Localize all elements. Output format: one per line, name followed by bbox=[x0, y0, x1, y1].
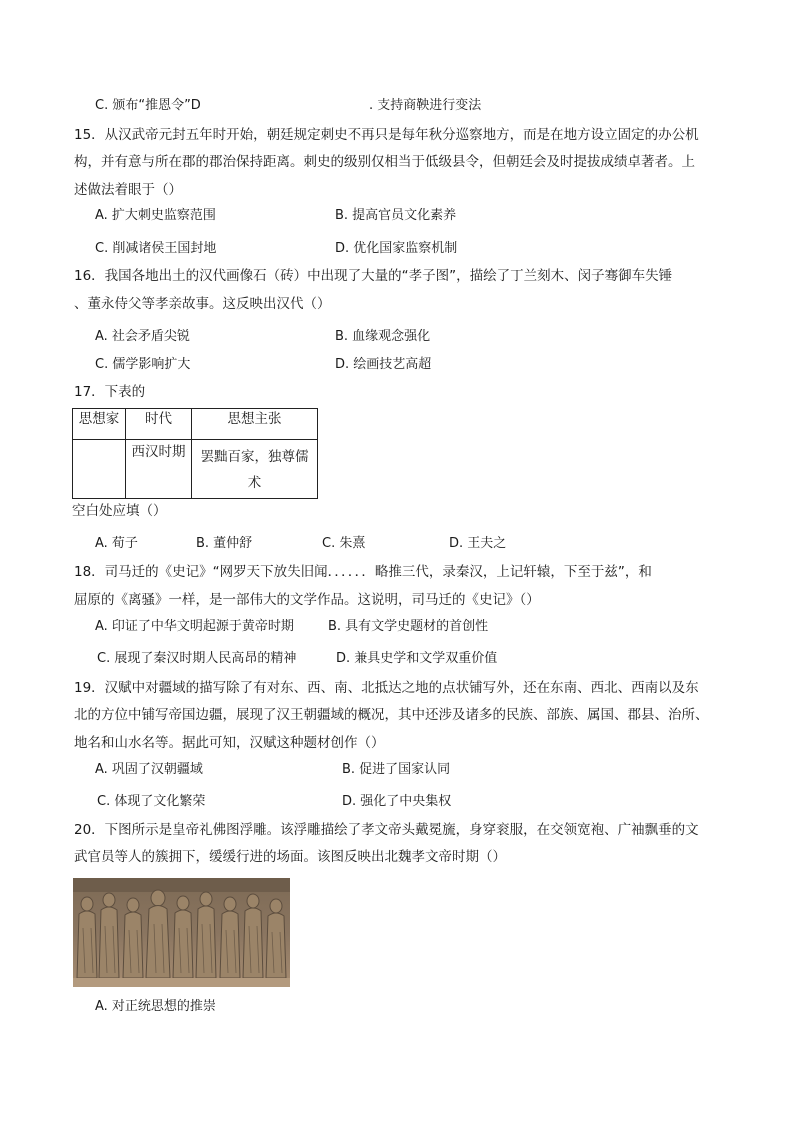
q17-table-row bbox=[73, 440, 318, 499]
q19-text-line3: 地名和山水名等。据此可知，汉赋这种题材创作（） bbox=[74, 735, 385, 751]
q17-header-thinker: 思想家 bbox=[73, 409, 126, 440]
q17-option-c[interactable]: C. 朱熹 bbox=[322, 536, 366, 551]
relief-carving-image bbox=[73, 878, 290, 987]
q19-option-a[interactable]: A. 巩固了汉朝疆域 bbox=[95, 762, 203, 777]
q17-option-d[interactable]: D. 王夫之 bbox=[449, 536, 507, 551]
q17-table bbox=[72, 408, 318, 499]
q19-text-line2: 北的方位中铺写帝国边疆，展现了汉王朝疆域的概况，其中还涉及诸多的民族、部族、属国、郡县、治所、 bbox=[74, 707, 709, 723]
q20-text-line1: 20．下图所示是皇帝礼佛图浮雕。该浮雕描绘了孝文帝头戴冕旒，身穿衮服，在交领宽袍、广袖飘垂的文 bbox=[74, 822, 699, 838]
q17-text-after: 空白处应填（） bbox=[72, 503, 167, 519]
q15-text-line2: 构，并有意与所在郡的郡治保持距离。刺史的级别仅相当于低级县令，但朝廷会及时提拔成绩卓著者。上 bbox=[74, 154, 695, 170]
q15-text-line3: 述做法着眼于（） bbox=[74, 182, 182, 198]
q17-cell-thinker bbox=[73, 440, 126, 499]
q15-text-line1: 15．从汉武帝元封五年时开始，朝廷规定刺史不再只是每年秋分巡察地方，而是在地方设立固定的办公机 bbox=[74, 127, 699, 143]
relief-carving-drawing bbox=[73, 878, 290, 987]
q16-text-line2: 、董永侍父等孝亲故事。这反映出汉代（） bbox=[74, 296, 331, 312]
q15-option-d[interactable]: D. 优化国家监察机制 bbox=[335, 241, 458, 256]
q15-option-b[interactable]: B. 提高官员文化素养 bbox=[335, 208, 457, 223]
q15-option-c[interactable]: C. 削减诸侯王国封地 bbox=[95, 241, 217, 256]
q18-option-d[interactable]: D. 兼具史学和文学双重价值 bbox=[336, 651, 498, 666]
q18-option-b[interactable]: B. 具有文学史题材的首创性 bbox=[328, 619, 489, 634]
q18-option-c[interactable]: C. 展现了秦汉时期人民高昂的精神 bbox=[97, 651, 297, 666]
q14-option-c[interactable]: C. 颁布“推恩令”D bbox=[95, 98, 201, 113]
q16-option-a[interactable]: A. 社会矛盾尖锐 bbox=[95, 329, 190, 344]
q17-text-intro: 17．下表的 bbox=[74, 384, 146, 400]
q14-option-d[interactable]: . 支持商鞅进行变法 bbox=[369, 98, 482, 113]
q17-table-header-row bbox=[73, 409, 318, 440]
q15-option-a[interactable]: A. 扩大刺史监察范围 bbox=[95, 208, 216, 223]
q18-text-line2: 屈原的《离骚》一样，是一部伟大的文学作品。这说明，司马迁的《史记》（） bbox=[74, 592, 540, 608]
q16-option-c[interactable]: C. 儒学影响扩大 bbox=[95, 357, 191, 372]
q20-text-line2: 武官员等人的簇拥下，缓缓行进的场面。该图反映出北魏孝文帝时期（） bbox=[74, 849, 506, 865]
q17-header-era: 时代 bbox=[126, 409, 192, 440]
q16-option-d[interactable]: D. 绘画技艺高超 bbox=[335, 357, 432, 372]
q16-option-b[interactable]: B. 血缘观念强化 bbox=[335, 329, 431, 344]
q18-text-line1: 18．司马迁的《史记》“网罗天下放失旧闻．．．．．．略推三代，录秦汉，上记轩辕，下至于兹”，和 bbox=[74, 564, 652, 580]
q20-option-a[interactable]: A. 对正统思想的推崇 bbox=[95, 999, 216, 1014]
q18-option-a[interactable]: A. 印证了中华文明起源于黄帝时期 bbox=[95, 619, 294, 634]
q19-text-line1: 19．汉赋中对疆域的描写除了有对东、西、南、北抵达之地的点状铺写外，还在东南、西北、西南以及东 bbox=[74, 680, 699, 696]
q17-cell-era: 西汉时期 bbox=[126, 440, 192, 499]
q17-option-b[interactable]: B. 董仲舒 bbox=[196, 536, 253, 551]
q17-header-idea: 思想主张 bbox=[192, 409, 318, 440]
q17-cell-idea: 罢黜百家，独尊儒术 bbox=[192, 440, 318, 499]
q16-text-line1: 16．我国各地出土的汉代画像石（砖）中出现了大量的“孝子图”，描绘了丁兰刻木、闵子骞御车失锤 bbox=[74, 268, 673, 284]
q17-option-a[interactable]: A. 荀子 bbox=[95, 536, 138, 551]
q19-option-c[interactable]: C. 体现了文化繁荣 bbox=[97, 794, 206, 809]
q19-option-b[interactable]: B. 促进了国家认同 bbox=[342, 762, 451, 777]
q19-option-d[interactable]: D. 强化了中央集权 bbox=[342, 794, 452, 809]
